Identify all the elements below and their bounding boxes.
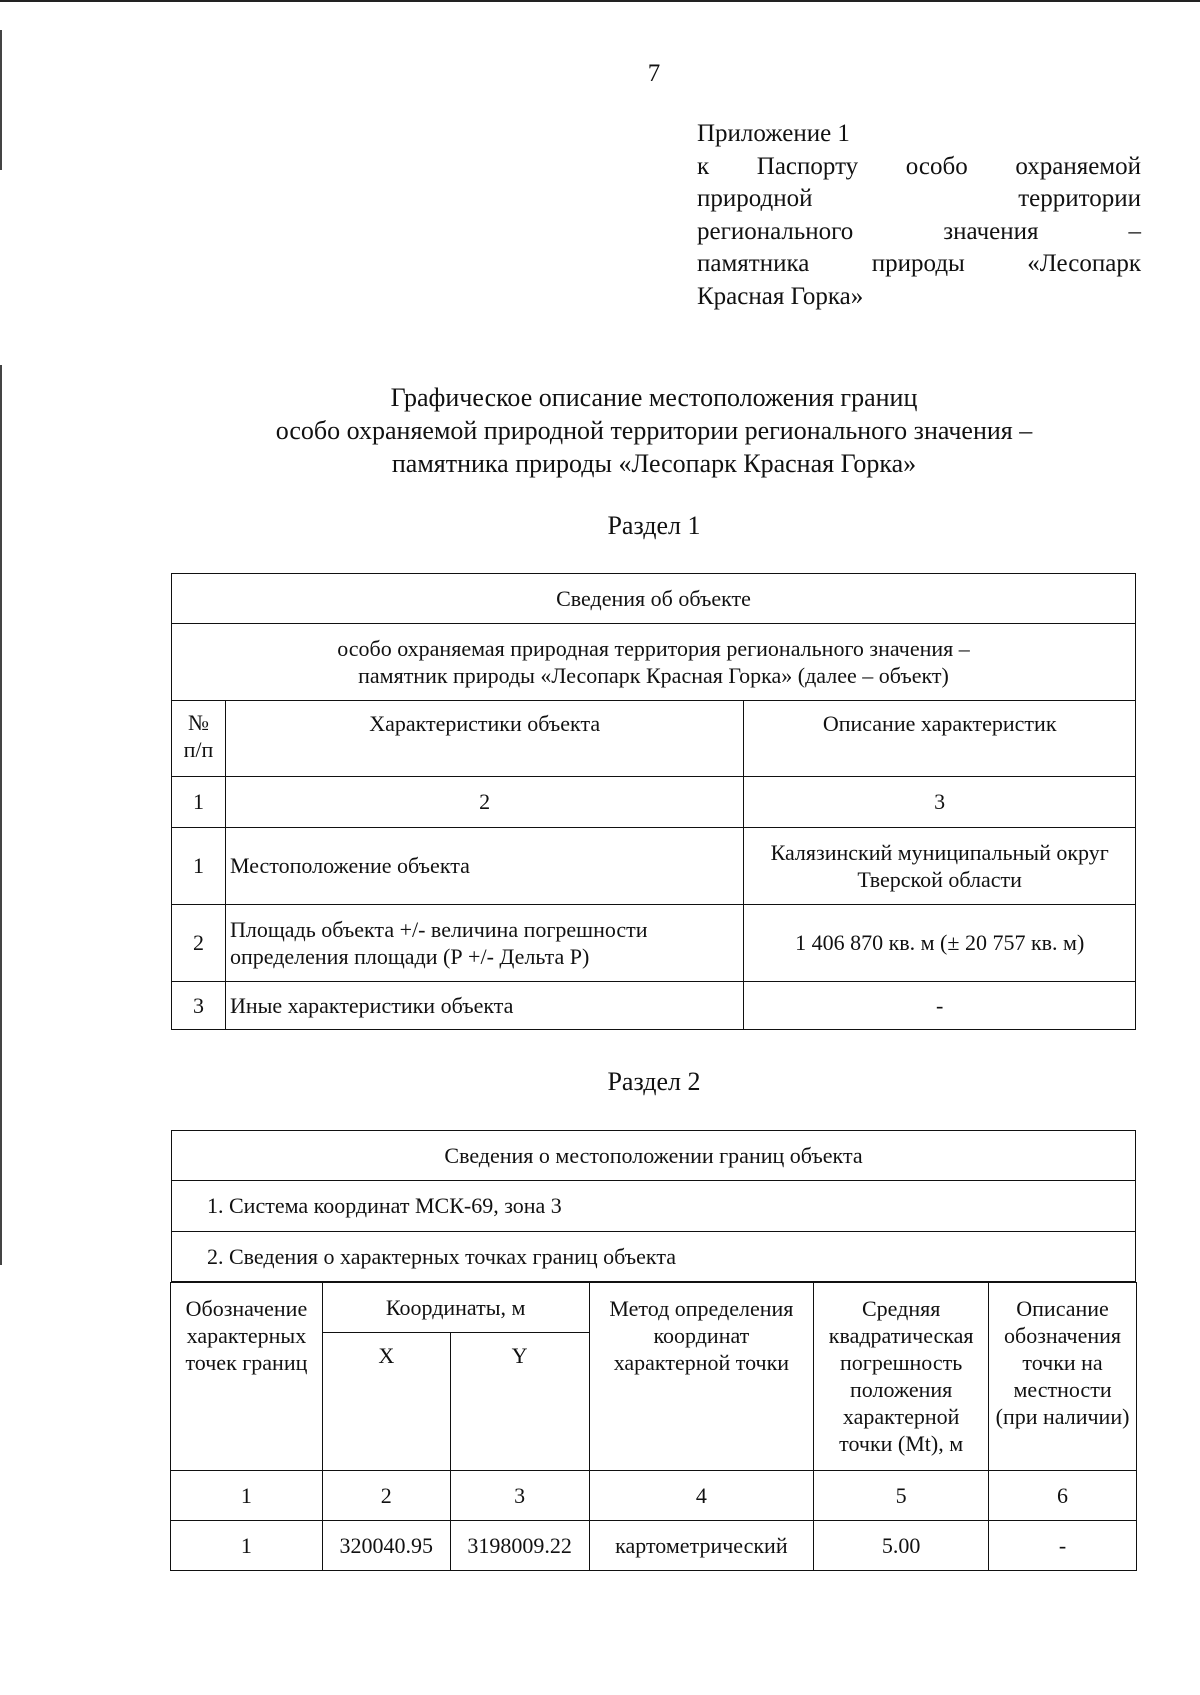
column-number: 5 — [814, 1471, 989, 1521]
point-x: 320040.95 — [322, 1521, 450, 1571]
point-error: 5.00 — [814, 1521, 989, 1571]
point-designation: 1 — [171, 1521, 323, 1571]
row-characteristic-line: Площадь объекта +/- величина погрешности — [229, 917, 648, 942]
column-number: 6 — [989, 1471, 1137, 1521]
header-num-line: № — [187, 710, 209, 735]
header-error: Средняя квадратическая погрешность положения характерной точки (Mt), м — [814, 1283, 989, 1471]
section-2-heading: Раздел 2 — [607, 1067, 701, 1096]
appendix-line: природной территории — [697, 185, 1141, 212]
row-value-line: Калязинский муниципальный округ — [770, 840, 1109, 865]
table-title: Сведения об объекте — [172, 574, 1136, 624]
scan-edge-top — [0, 0, 1200, 2]
table-row — [172, 982, 1136, 1030]
boundary-points-table — [170, 1282, 1137, 1571]
header-coordinates: Координаты, м — [322, 1283, 589, 1333]
object-name-line: памятник природы «Лесопарк Красная Горка» (далее – объект) — [358, 663, 949, 688]
column-number-row — [171, 1471, 1137, 1521]
boundary-points-item: 2. Сведения о характерных точках границ объекта — [172, 1232, 1136, 1282]
row-num: 3 — [172, 982, 226, 1030]
point-description: - — [989, 1521, 1137, 1571]
boundaries-info-table — [171, 1130, 1136, 1282]
object-name-line: особо охраняемая природная территория регионального значения – — [337, 636, 970, 661]
appendix-line: Красная Горка» — [697, 282, 864, 310]
row-num: 2 — [172, 905, 226, 982]
object-info-table — [171, 573, 1136, 1030]
column-number: 3 — [450, 1471, 589, 1521]
object-name-cell — [172, 624, 1136, 701]
header-designation: Обозначение характерных точек границ — [171, 1283, 323, 1471]
column-number-row — [172, 777, 1136, 828]
column-number: 4 — [589, 1471, 814, 1521]
row-characteristic — [225, 905, 743, 982]
header-num — [172, 701, 226, 777]
row-value — [744, 828, 1136, 905]
scan-edge-left-lower — [0, 365, 2, 1265]
column-number: 1 — [171, 1471, 323, 1521]
coordinate-system-item: 1. Система координат МСК-69, зона 3 — [172, 1181, 1136, 1232]
appendix-line: к Паспорту особо охраняемой — [697, 152, 1141, 180]
row-num: 1 — [172, 828, 226, 905]
document-title-line: особо охраняемой природной территории регионального значения – — [275, 416, 1033, 445]
header-num-line: п/п — [183, 737, 214, 762]
section-1-heading: Раздел 1 — [607, 511, 701, 540]
header-x: X — [322, 1333, 450, 1471]
appendix-block — [697, 118, 1141, 313]
appendix-line: Приложение 1 — [697, 120, 850, 147]
column-number: 2 — [322, 1471, 450, 1521]
document-title — [0, 381, 1200, 480]
document-title-line: Графическое описание местоположения границ — [390, 383, 918, 412]
row-characteristic-line: определения площади (Р +/- Дельта Р) — [229, 944, 590, 969]
column-number: 3 — [744, 777, 1136, 828]
table-title: Сведения о местоположении границ объекта — [172, 1131, 1136, 1181]
scan-edge-left-upper — [0, 30, 2, 170]
header-description: Описание характеристик — [744, 701, 1136, 777]
table-row — [172, 828, 1136, 905]
header-y: Y — [450, 1333, 589, 1471]
appendix-line: памятника природы «Лесопарк — [697, 250, 1141, 277]
column-number: 1 — [172, 777, 226, 828]
header-method: Метод определения координат характерной точки — [589, 1283, 814, 1471]
appendix-line: регионального значения – — [697, 217, 1141, 245]
page-number: 7 — [647, 60, 661, 87]
document-title-line: памятника природы «Лесопарк Красная Горка» — [391, 449, 917, 478]
header-characteristics: Характеристики объекта — [225, 701, 743, 777]
row-characteristic: Иные характеристики объекта — [225, 982, 743, 1030]
point-method: картометрический — [589, 1521, 814, 1571]
row-value: - — [744, 982, 1136, 1030]
table-row — [171, 1521, 1137, 1571]
table-row — [172, 905, 1136, 982]
row-value: 1 406 870 кв. м (± 20 757 кв. м) — [744, 905, 1136, 982]
row-characteristic: Местоположение объекта — [225, 828, 743, 905]
row-value-line: Тверской области — [857, 867, 1022, 892]
column-number: 2 — [225, 777, 743, 828]
header-point-description: Описание обозначения точки на местности (при наличии) — [989, 1283, 1137, 1471]
point-y: 3198009.22 — [450, 1521, 589, 1571]
